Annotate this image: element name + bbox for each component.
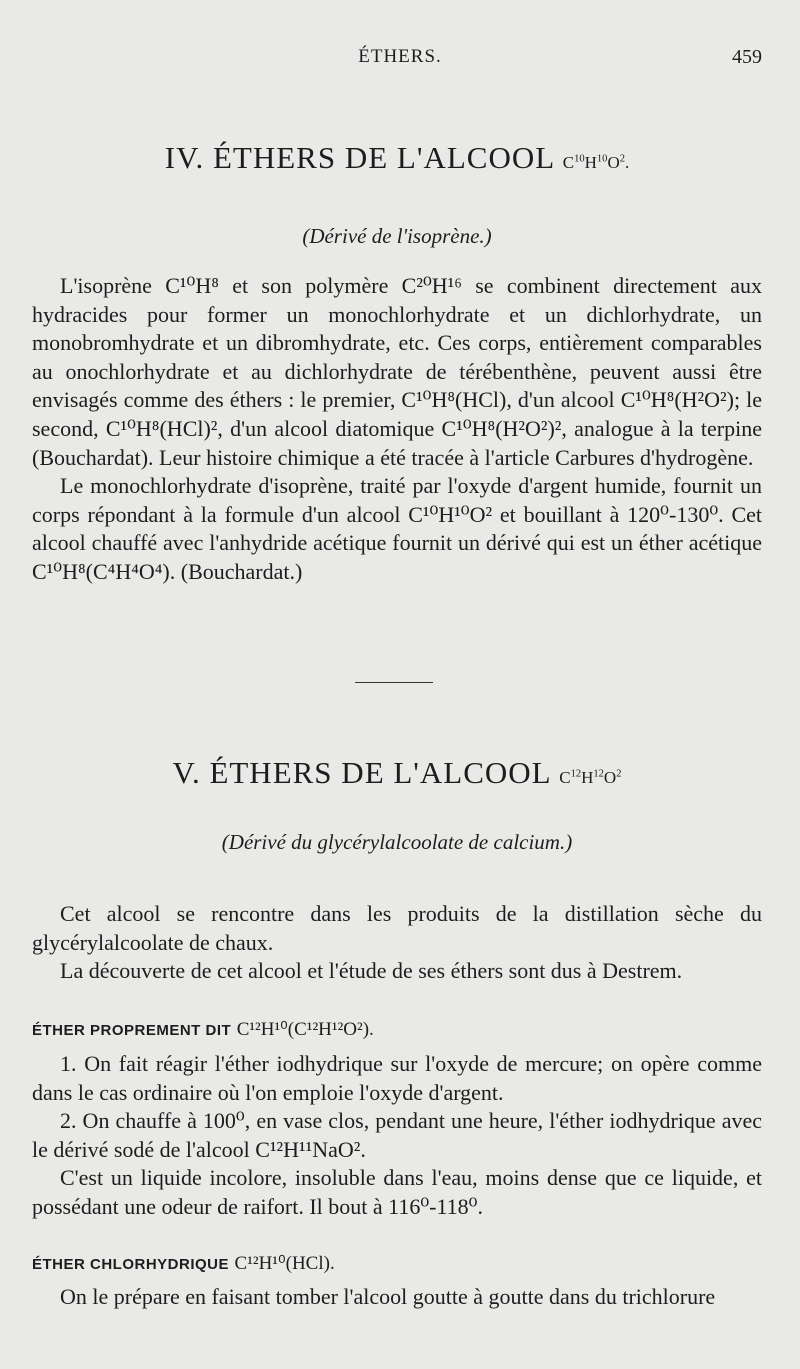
paragraph-destrem: La découverte de cet alcool et l'étude de ses éthers sont dus à Destrem. [60,958,683,984]
section-v-body [32,900,762,986]
section-v-subtitle-wrap [32,828,762,857]
ether-proper-heading: ÉTHER PROPREMENT DIT C¹²H¹⁰(C¹²H¹²O²). [32,1019,374,1040]
section-iv-title: IV. ÉTHERS DE L'ALCOOL $C^{10}H^{10}O^2$. [164,140,630,175]
ether-chlorhydric-body [32,1283,762,1312]
paragraph-distillation: Cet alcool se rencontre dans les produits de la distillation sèche du glycérylalcoolate de chaux. [32,901,762,955]
section-iv-body [32,272,762,587]
paragraph-monochlorhydrate: Le monochlorhydrate d'isoprène, traité par l'oxyde d'argent humide, fournit un corps répondant à la formule d'un alcool C¹⁰H¹⁰O² et bouillant à 120⁰-130⁰. Cet alcool chauffé avec l'anhydride acétique fournit un dérivé qui est un éther acétique C¹⁰H⁸(C⁴H⁴O⁴). (Bouchardat.) [32,473,762,584]
properties-paragraph: C'est un liquide incolore, insoluble dans l'eau, moins dense que ce liquide, et possédant une odeur de raifort. Il bout à 116⁰-118⁰. [32,1165,762,1219]
running-title: ÉTHERS. [358,46,442,67]
section-iv-subtitle: (Dérivé de l'isoprène.) [302,224,492,248]
section-v-formula: $C^{12}H^{12}O^2$ [559,768,622,787]
section-iv-formula: $C^{10}H^{10}O^2$. [562,153,630,172]
page-number: 459 [732,46,762,68]
section-divider [355,682,433,683]
method-two: 2. On chauffe à 100⁰, en vase clos, pendant une heure, l'éther iodhydrique avec le dérivé sodé de l'alcool C¹²H¹¹NaO². [32,1108,762,1162]
section-v-subtitle: (Dérivé du glycérylalcoolate de calcium.) [221,830,573,854]
paragraph-isoprene: L'isoprène C¹⁰H⁸ et son polymère C²⁰H¹⁶ se combinent directement aux hydracides pour former un monochlorhydrate et un dichlorhydrate, un monobromhydrate et un dibromhydrate, etc. Ces corps, entièrement comparables au onochlorhydrate et au dichlorhydrate de térébenthène, peuvent aussi être envisagés comme des éthers : le premier, C¹⁰H⁸(HCl), d'un alcool C¹⁰H⁸(H²O²); le second, C¹⁰H⁸(HCl)², d'un alcool diatomique C¹⁰H⁸(H²O²)², analogue à la terpine (Bouchardat). Leur histoire chimique a été tracée à l'article Carbures d'hydrogène. [32,273,762,470]
section-iv [32,140,762,176]
ether-proper-body [32,1050,762,1222]
ether-chlorhydric-heading-wrap [32,1248,762,1280]
section-v [32,755,762,791]
ether-proper-heading-wrap [32,1014,762,1046]
ether-chlorhydric-heading: ÉTHER CHLORHYDRIQUE C¹²H¹⁰(HCl). [32,1253,335,1274]
method-one: 1. On fait réagir l'éther iodhydrique sur l'oxyde de mercure; on opère comme dans le cas ordinaire où l'on emploie l'oxyde d'argent. [32,1051,762,1105]
running-header [0,46,800,74]
section-iv-subtitle-wrap [32,222,762,251]
preparation-paragraph: On le prépare en faisant tomber l'alcool goutte à goutte dans du trichlorure [60,1284,716,1309]
section-v-title: V. ÉTHERS DE L'ALCOOL $C^{12}H^{12}O^2$ [172,755,622,790]
